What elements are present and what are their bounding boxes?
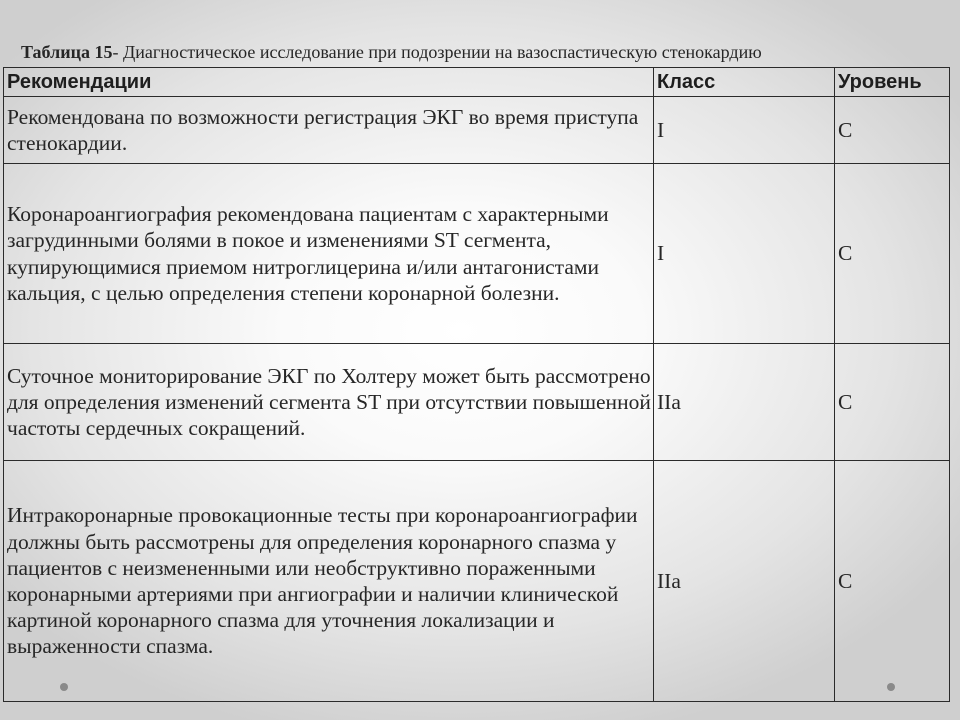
recommendation-cell: Суточное мониторирование ЭКГ по Холтеру может быть рассмотрено для определения изменений сегмента ST при отсутствии повышенной частоты сердечных сокращений. [4,344,654,461]
decorative-dot-left [60,683,68,691]
class-cell: IIa [654,344,835,461]
level-cell: C [835,164,950,344]
table-header-row [4,68,950,97]
decorative-dot-right [887,683,895,691]
recommendations-table [3,67,950,702]
class-cell: I [654,164,835,344]
table-row [4,164,950,344]
table-row [4,461,950,702]
class-cell: I [654,97,835,164]
header-recommendations: Рекомендации [4,68,654,97]
level-cell: C [835,344,950,461]
recommendation-cell: Рекомендована по возможности регистрация ЭКГ во время приступа стенокардии. [4,97,654,164]
table-row [4,344,950,461]
table-number-label: Таблица 15 [21,42,113,62]
header-level: Уровень [835,68,950,97]
recommendation-cell: Интракоронарные провокационные тесты при коронароангиографии должны быть рассмотрены для определения коронарного спазма у пациентов с неизмененными или необструктивно пораженными коронарными артериями при ангиографии и наличии клинической картиной коронарного спазма для уточнения локализации и выраженности спазма. [4,461,654,702]
table-row [4,97,950,164]
recommendation-cell: Коронароангиография рекомендована пациентам с характерными загрудинными болями в покое и изменениями ST сегмента, купирующимися приемом нитроглицерина и/или антагонистами кальция, с целью определения степени коронарной болезни. [4,164,654,344]
table-caption [21,41,762,63]
table-title: - Диагностическое исследование при подозрении на вазоспастическую стенокардию [112,42,762,62]
header-class: Класс [654,68,835,97]
class-cell: IIa [654,461,835,702]
level-cell: C [835,97,950,164]
level-cell: C [835,461,950,702]
